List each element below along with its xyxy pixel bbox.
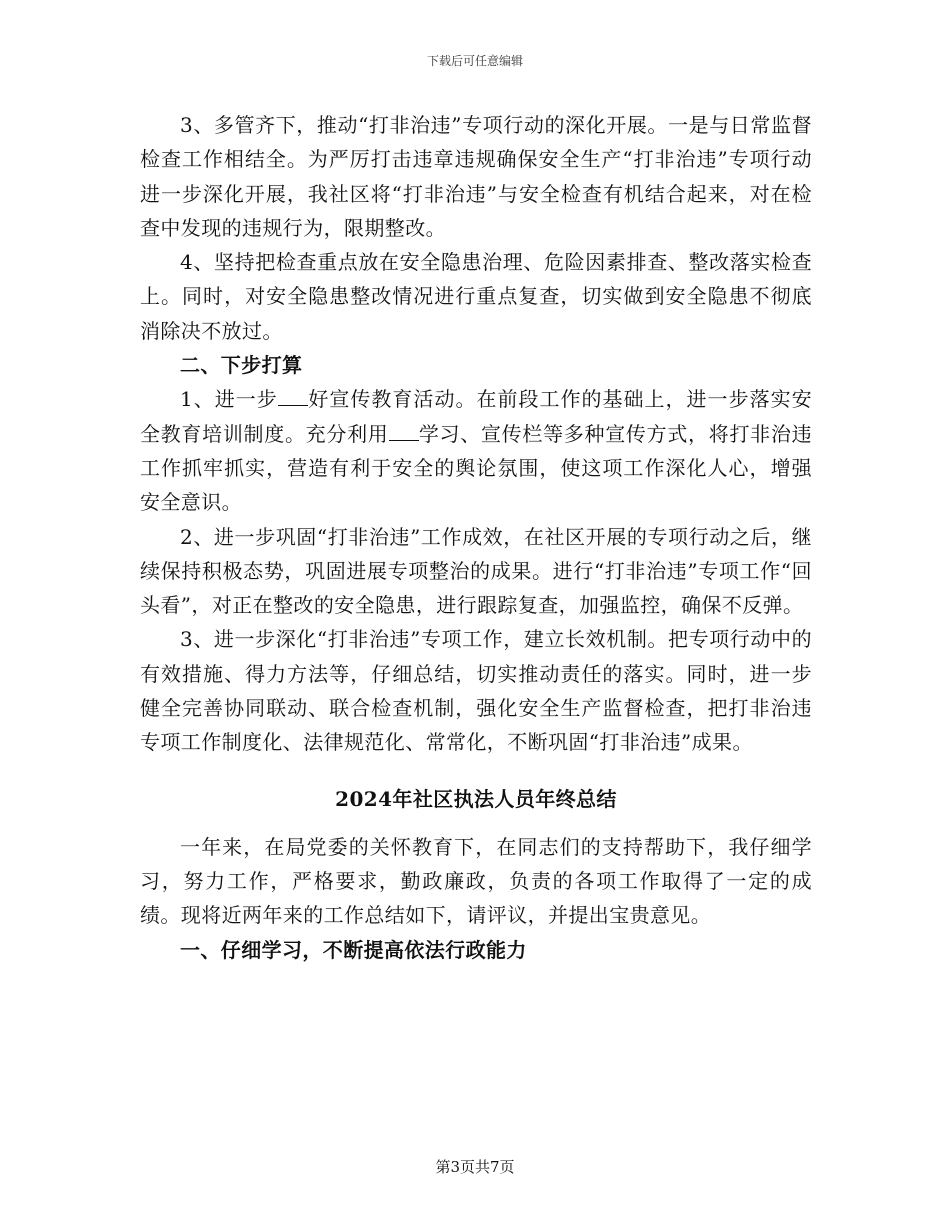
paragraph-item-4: 4、坚持把检查重点放在安全隐患治理、危险因素排查、整改落实检查上。同时，对安全隐患整改情况进行重点复查，切实做到安全隐患不彻底消除决不放过。 [140, 250, 812, 343]
step-1-text-a: 1、进一步 [180, 387, 278, 412]
page-header-note: 下载后可任意编辑 [426, 54, 523, 68]
blank-underline [389, 424, 419, 441]
section-heading-study: 一、仔细学习，不断提高依法行政能力 [180, 937, 527, 962]
document-title: 2024年社区执法人员年终总结 [335, 786, 617, 811]
step-1-text-b: 好宣传教育活动。在前段工作的基础上，进一步落实安全教育培训制度。充分利用 [140, 387, 812, 446]
blank-underline [278, 389, 308, 406]
paragraph-intro: 一年来，在局党委的关怀教育下，在同志们的支持帮助下，我仔细学习，努力工作，严格要求，勤政廉政，负责的各项工作取得了一定的成绩。现将近两年来的工作总结如下，请评议，并提出宝贵意见。 [140, 834, 812, 928]
paragraph-item-3: 3、多管齐下，推动“打非治违”专项行动的深化开展。一是与日常监督检查工作相结全。为严厉打击违章违规确保安全生产“打非治违”专项行动进一步深化开展，我社区将“打非治违”与安全检查有机结合起来，对在检查中发现的违规行为，限期整改。 [140, 113, 812, 240]
paragraph-step-3: 3、进一步深化“打非治违”专项工作，建立长效机制。把专项行动中的有效措施、得力方法等，仔细总结，切实推动责任的落实。同时，进一步健全完善协同联动、联合检查机制，强化安全生产监督检查，把打非治违专项工作制度化、法律规范化、常常化，不断巩固“打非治违”成果。 [140, 627, 812, 755]
document-body [140, 108, 812, 967]
paragraph-step-1 [140, 382, 812, 519]
page-number: 第3页共7页 [435, 1158, 515, 1176]
paragraph-step-2: 2、进一步巩固“打非治违”工作成效，在社区开展的专项行动之后，继续保持积极态势，巩固进展专项整治的成果。进行“打非治违”专项工作“回头看”，对正在整改的安全隐患，进行跟踪复查，加强监控，确保不反弹。 [140, 524, 812, 618]
step-1-text-c: 学习、宣传栏等多种宣传方式，将打非治违工作抓牢抓实，营造有利于安全的舆论氛围，使这项工作深化人心，增强安全意识。 [140, 421, 812, 515]
section-heading-next-steps: 二、下步打算 [180, 353, 303, 378]
